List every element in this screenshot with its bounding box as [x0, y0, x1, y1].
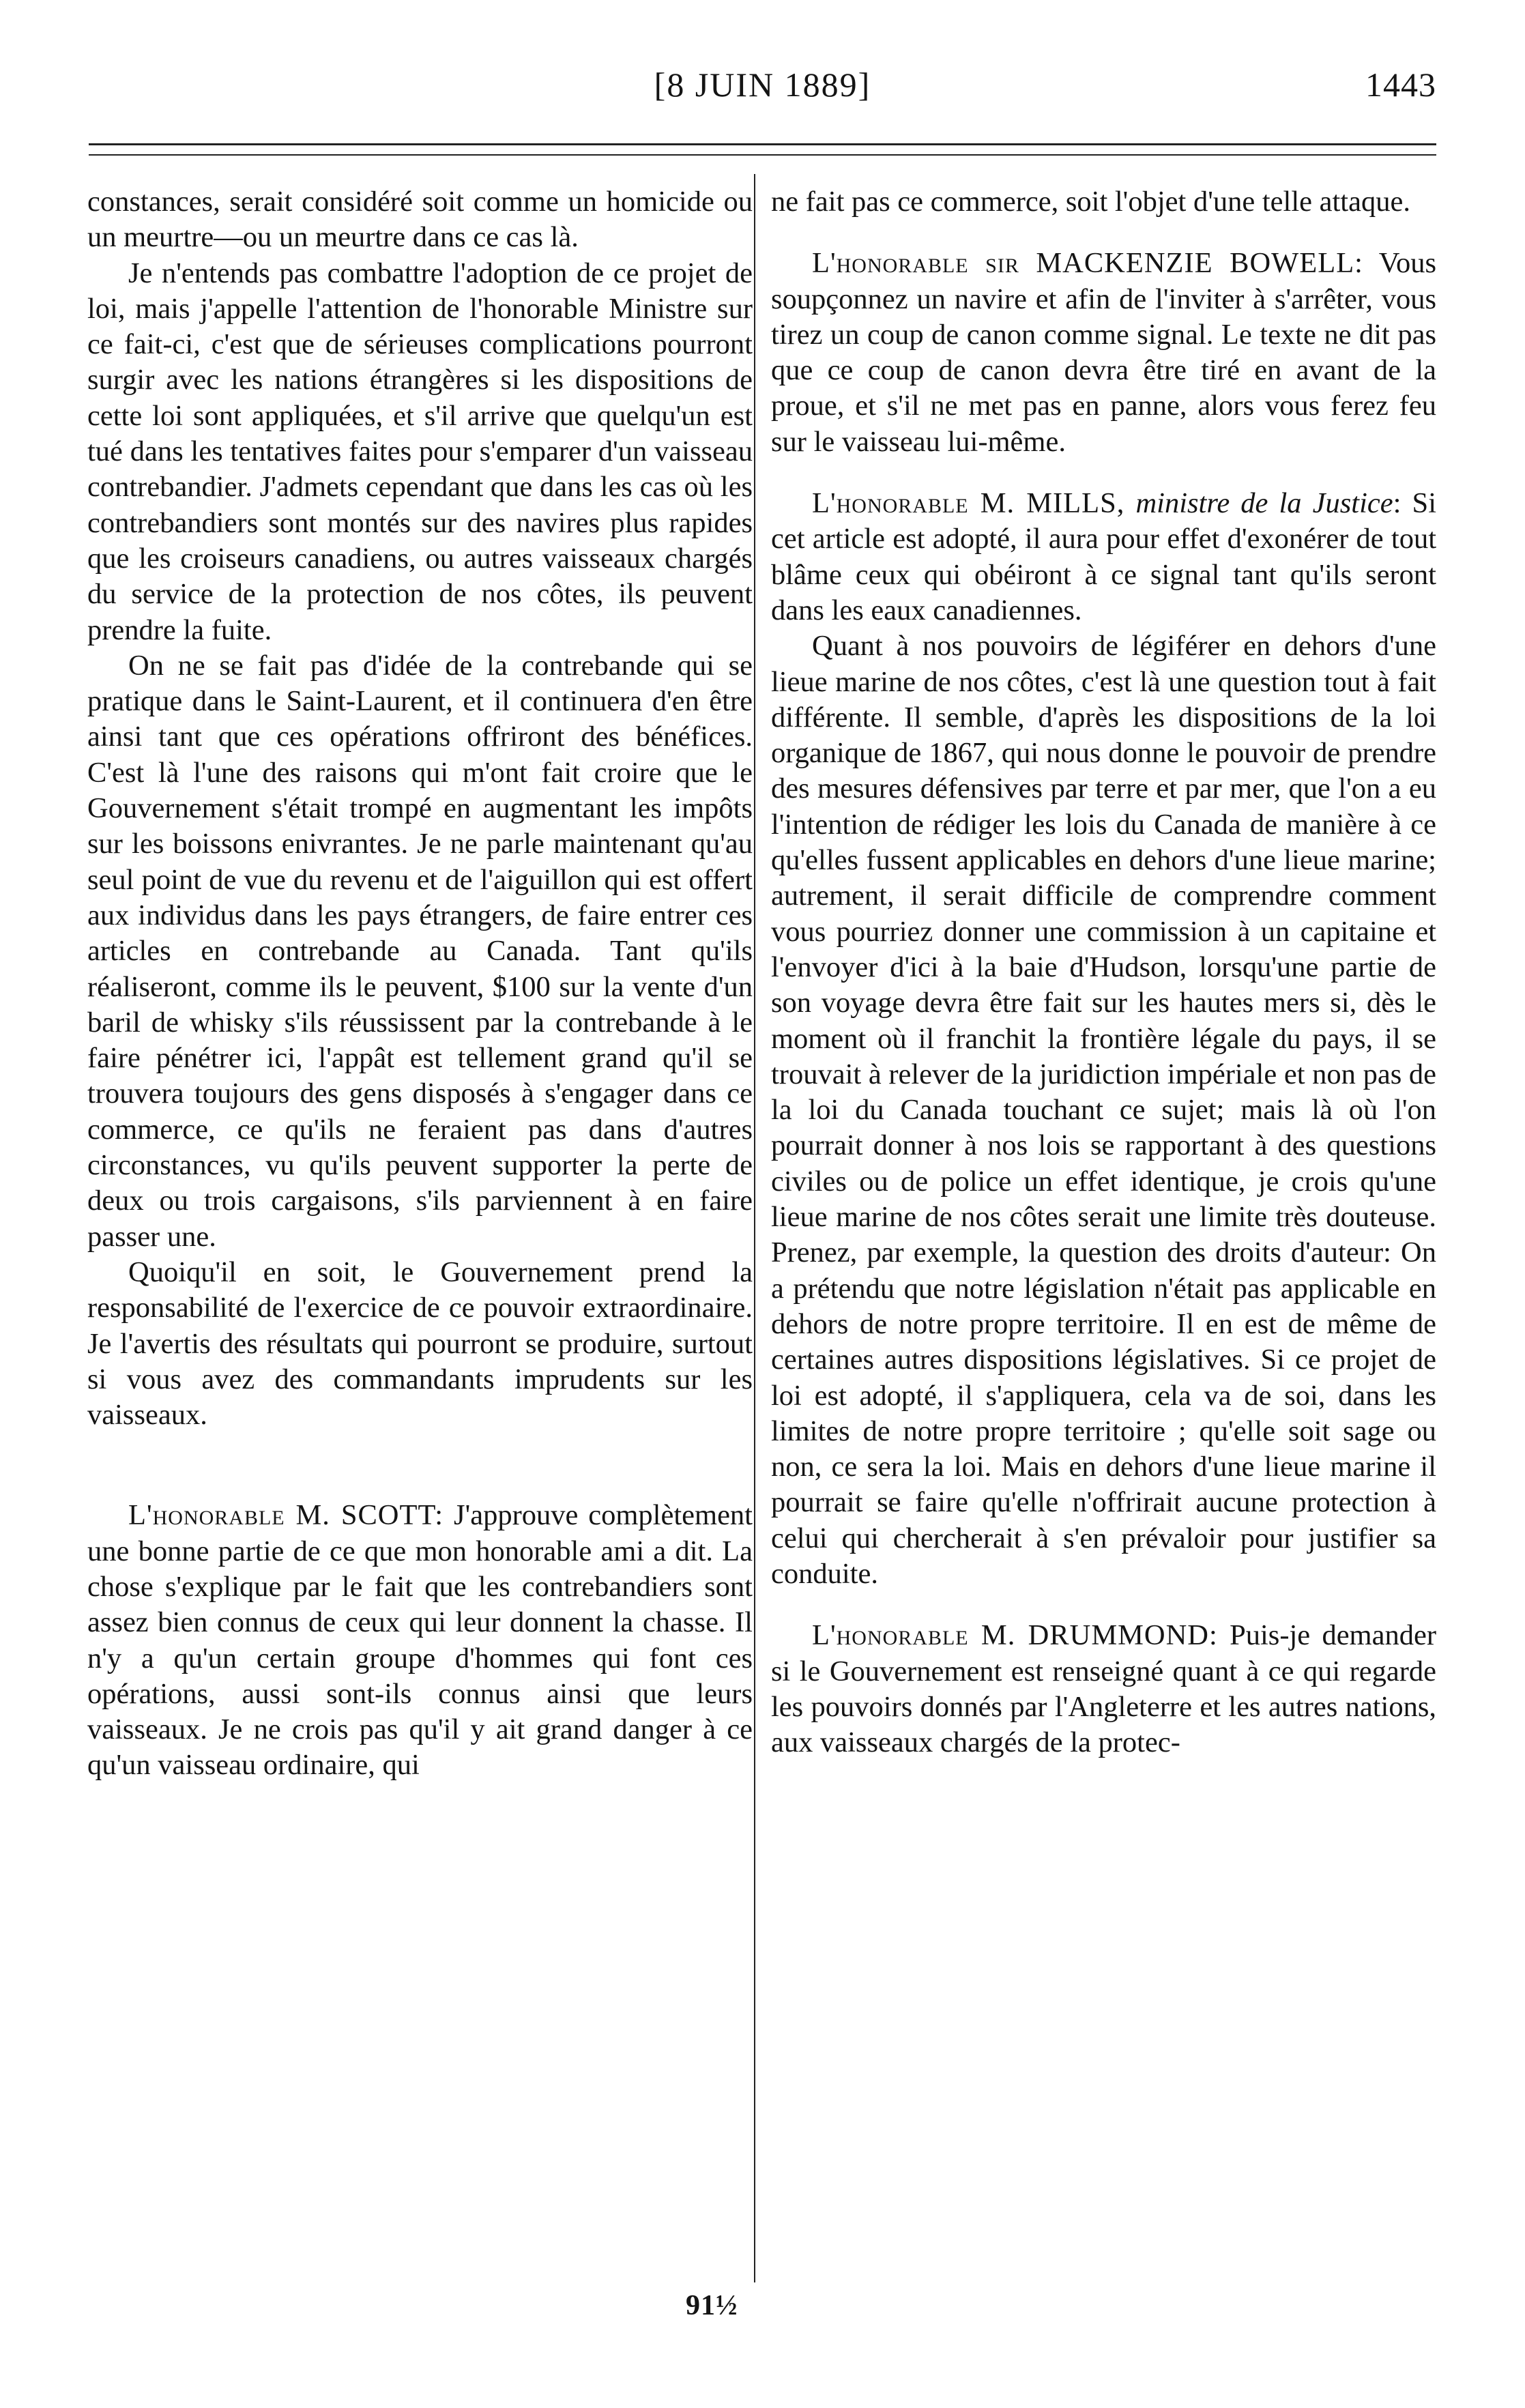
speech-drummond: Puis-je demander si le Gouvernement est renseigné quant à ce qui regarde les pouvoirs donnés par l'Angleterre et les autres nations, aux vaisseaux chargés de la protec-: [771, 1619, 1436, 1759]
speaker-scott: L'honorable M. SCOTT:: [128, 1499, 444, 1532]
left-paragraph-3: On ne se fait pas d'idée de la contrebande qui se pratique dans le Saint-Laurent, et il continuera d'en être ainsi tant que ces opérations offriront des bénéfices. C'est là l'une des raisons qui m'ont fait croire que le Gouvernement s'était trompé en augmentant les impôts sur les boissons enivrantes. Je ne parle maintenant qu'au seul point de vue du revenu et de l'aiguillon qui est offert aux individus dans les pays étrangers, de faire entrer ces articles en contrebande au Canada. Tant qu'ils réaliseront, comme ils le peuvent, $100 sur la vente d'un baril de whisky s'ils réussissent par la contrebande à le faire pénétrer ici, l'appât est tellement grand qu'il se trouvera toujours des gens disposés à s'engager dans ce commerce, ce qu'ils ne feraient pas dans d'autres circonstances, vu qu'ils peuvent supporter la perte de deux ou trois cargaisons, s'ils parviennent à en faire passer une.: [87, 649, 753, 1253]
column-divider: [754, 174, 755, 2282]
speaker-bowell: L'honorable sir MACKENZIE BOWELL:: [812, 247, 1363, 280]
right-paragraph-1: ne fait pas ce commerce, soit l'objet d'une telle attaque.: [771, 186, 1410, 218]
right-paragraph-2: [771, 246, 1436, 460]
header-date: [8 JUIN 1889]: [654, 66, 871, 104]
header-rule-top: [89, 143, 1436, 145]
right-paragraph-4: Quant à nos pouvoirs de légiférer en dehors d'une lieue marine de nos côtes, c'est là une question tout à fait différente. Il semble, d'après les dispositions de la loi organique de 1867, qui nous donne le pouvoir de prendre des mesures défensives par terre et par mer, que l'on a eu l'intention de rédiger les lois du Canada de manière à ce qu'elles fussent applicables en dehors d'une lieue marine; autrement, il serait difficile de comprendre comment vous pourriez donner une commission à un capitaine et l'envoyer d'ici à la baie d'Hudson, lorsqu'une partie de son voyage devra être fait sur les hautes mers si, dès le moment où il franchit la frontière légale du pays, il se trouvait à relever de la juridiction impériale et non pas de la loi du Canada touchant ce sujet; mais là où l'on pourrait donner à nos lois se rapportant à des questions civiles ou de police un effet identique, je crois qu'une lieue marine de nos côtes serait une limite très douteuse. Prenez, par exemple, la question des droits d'auteur: On a prétendu que notre législation n'était pas applicable en dehors de notre propre territoire. Il en est de même de certaines autres dispositions législatives. Si ce projet de loi est adopté, il s'appliquera, cela va de soi, dans les limites de notre propre territoire ; qu'elle soit sage ou non, ce sera la loi. Mais en dehors d'une lieue marine il pourrait se faire qu'elle n'offrirait aucune protection à celui qui chercherait à s'en prévaloir pour justifier sa conduite.: [771, 630, 1436, 1590]
signature-mark: 91½: [686, 2290, 738, 2321]
left-paragraph-5: [87, 1498, 753, 1783]
header-rule-bottom: [89, 154, 1436, 156]
left-column: [87, 184, 753, 1784]
speaker-drummond: L'honorable M. DRUMMOND:: [812, 1619, 1218, 1652]
left-paragraph-4: Quoiqu'il en soit, le Gouvernement prend la responsabilité de l'exercice de ce pouvoir extraordinaire. Je l'avertis des résultats qui pourront se produire, surtout si vous avez des commandants imprudents sur les vaisseaux.: [87, 1256, 753, 1432]
left-paragraph-1: constances, serait considéré soit comme un homicide ou un meurtre—ou un meurtre dans ce cas là.: [87, 186, 753, 254]
speech-bowell: Vous soupçonnez un navire et afin de l'inviter à s'arrêter, vous tirez un coup de canon comme signal. Le texte ne dit pas que ce coup de canon devra être tiré en avant de la proue, et s'il ne met pas en panne, alors vous ferez feu sur le vaisseau lui-même.: [771, 247, 1436, 458]
right-column: [771, 184, 1436, 1760]
speech-scott: J'approuve complètement une bonne partie de ce que mon honorable ami a dit. La chose s'explique par le fait que les contrebandiers sont assez bien connus de ceux qui leur donnent la chasse. Il n'y a qu'un certain groupe d'hommes qui font ces opérations, aussi sont-ils connus ainsi que leurs vaisseaux. Je ne crois pas qu'il y ait grand danger à ce qu'un vaisseau ordinaire, qui: [87, 1499, 753, 1782]
right-paragraph-3: [771, 486, 1436, 628]
page-header: [0, 65, 1525, 113]
right-paragraph-5: [771, 1618, 1436, 1760]
speech-mills: : Si cet article est adopté, il aura pour effet d'exonérer de tout blâme ceux qui obéiront à ce signal tant qu'ils seront dans les eaux canadiennes.: [771, 487, 1437, 626]
speaker-mills-role: ministre de la Justice: [1124, 487, 1393, 520]
left-paragraph-2: Je n'entends pas combattre l'adoption de ce projet de loi, mais j'appelle l'attention de l'honorable Ministre sur ce fait-ci, c'est que de sérieuses complications pourront surgir avec les nations étrangères si les dispositions de cette loi sont appliquées, et s'il arrive que quelqu'un est tué dans les tentatives faites pour s'emparer d'un vaisseau contrebandier. J'admets cependant que dans les cas où les contrebandiers sont montés sur des navires plus rapides que les croiseurs canadiens, ou autres vaisseaux chargés du service de la protection de nos côtes, ils peuvent prendre la fuite.: [87, 257, 753, 646]
page-number: 1443: [1365, 66, 1436, 104]
speaker-mills: L'honorable M. MILLS,: [812, 487, 1125, 520]
